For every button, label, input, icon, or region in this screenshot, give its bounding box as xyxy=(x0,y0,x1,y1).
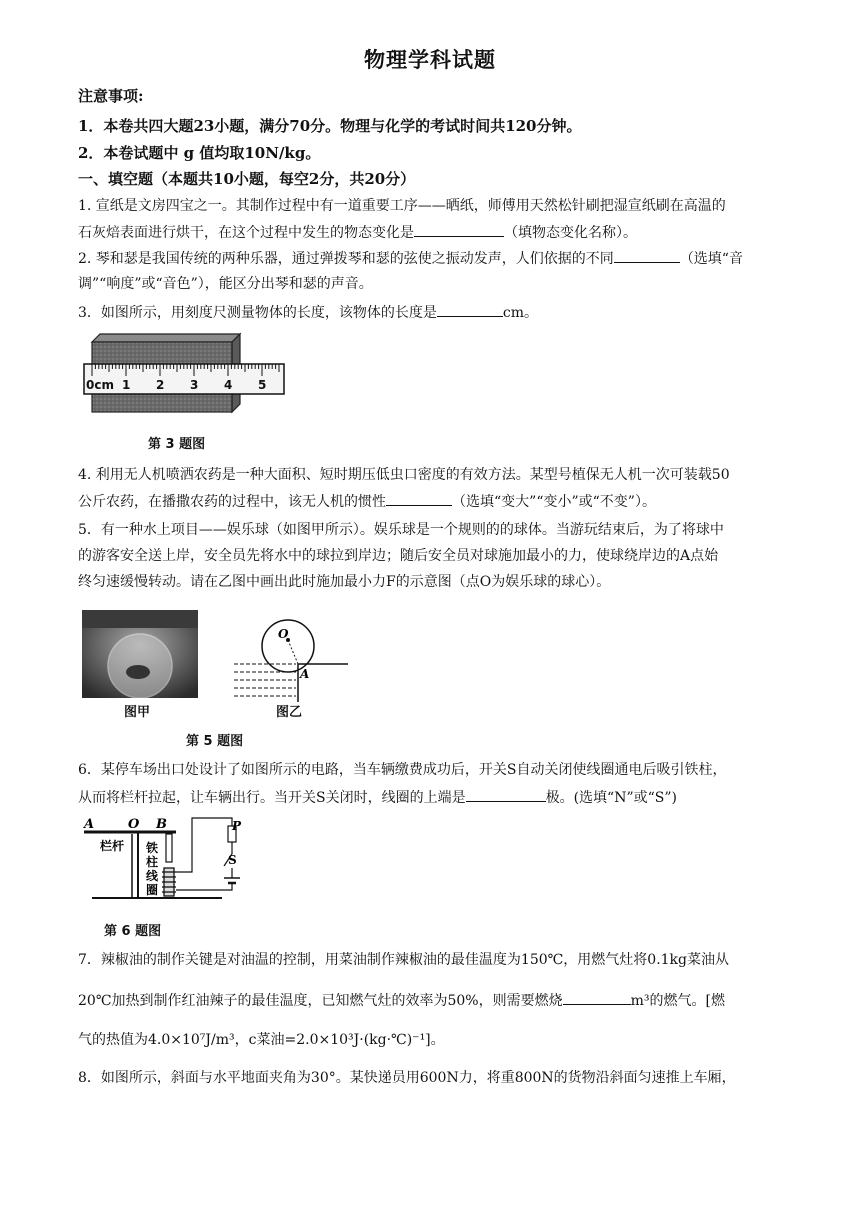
q4-line1: 4. 利用无人机喷洒农药是一种大面积、短时期压低虫口密度的有效方法。某型号植保无人机一次可装载50 xyxy=(78,467,730,483)
q3-answer-blank[interactable] xyxy=(437,302,503,317)
q2-line1 xyxy=(78,248,794,269)
block-top xyxy=(92,334,240,342)
q5-caption: 第 5 题图 xyxy=(186,734,244,749)
ruler-label: 4 xyxy=(224,378,233,392)
q6-circuit-figure xyxy=(82,814,252,914)
label-a: A xyxy=(84,817,95,832)
q5-line1: 5．有一种水上项目——娱乐球（如图甲所示）。娱乐球是一个规则的的球体。当游玩结束后，为了将球中 xyxy=(78,522,724,538)
water-lines xyxy=(234,664,296,696)
svg-text:柱: 柱 xyxy=(146,855,159,869)
q2-text: 2. 琴和瑟是我国传统的两种乐器，通过弹拨琴和瑟的弦使之振动发声，人们依据的不同 xyxy=(78,251,614,267)
q3-caption: 第 3 题图 xyxy=(148,437,206,452)
q5-photo-figure xyxy=(82,610,198,698)
q7-answer-blank[interactable] xyxy=(563,990,631,1005)
point-a-label: A xyxy=(300,667,310,681)
q6-line1: 6．某停车场出口处设计了如图所示的电路，当车辆缴费成功后，开关S自动关闭使线圈通电后吸引铁柱， xyxy=(78,762,727,778)
q6-hint: 极。(选填“N”或“S”) xyxy=(545,790,677,806)
label-bar: 栏杆 xyxy=(100,839,125,853)
q6-answer-blank[interactable] xyxy=(466,787,546,802)
label-b: B xyxy=(156,817,167,832)
q7-line2 xyxy=(78,990,794,1011)
ruler-label: 0cm xyxy=(86,378,114,392)
q4-answer-blank[interactable] xyxy=(386,491,452,506)
svg-text:S: S xyxy=(228,853,237,867)
q5-diagram-figure xyxy=(228,610,350,702)
page-title: 物理学科试题 xyxy=(364,47,496,72)
label-o: O xyxy=(128,817,140,832)
q3-ruler-figure xyxy=(80,330,290,420)
q1-line2 xyxy=(78,222,794,243)
q4-text: 公斤农药，在播撒农药的过程中，该无人机的惯性 xyxy=(78,494,386,510)
q7-line3: 气的热值为4.0×10⁷J/m³，c菜油=2.0×10³J·(kg·℃)⁻¹]。 xyxy=(78,1032,445,1048)
notice-item-2: 2．本卷试题中 g 值均取10N/kg。 xyxy=(78,144,321,162)
q5-line3: 终匀速缓慢转动。请在乙图中画出此时施加最小力F的示意图（点O为娱乐球的球心）。 xyxy=(78,574,611,590)
q2-hint: （选填“音 xyxy=(679,251,743,267)
q3-unit: cm。 xyxy=(502,305,539,321)
q4-line2 xyxy=(78,491,794,512)
ruler-label: 1 xyxy=(122,378,131,392)
q7-line1: 7．辣椒油的制作关键是对油温的控制，用菜油制作辣椒油的最佳温度为150℃，用燃气灶将0.1kg菜油从 xyxy=(78,952,729,968)
q5-fig-b-label: 图乙 xyxy=(276,705,303,720)
q2-answer-blank[interactable] xyxy=(614,248,680,263)
q6-line2 xyxy=(78,787,794,808)
section-heading: 一、填空题（本题共10小题，每空2分，共20分） xyxy=(78,170,416,188)
ruler-label: 3 xyxy=(190,378,199,392)
q1-answer-blank[interactable] xyxy=(414,222,504,237)
q1-line1: 1. 宣纸是文房四宝之一。其制作过程中有一道重要工序——晒纸，师傅用天然松针刷把湿宣纸刷在高温的 xyxy=(78,198,726,214)
q3-text: 3．如图所示，用刻度尺测量物体的长度，该物体的长度是 xyxy=(78,305,437,321)
svg-text:P: P xyxy=(232,819,242,833)
ruler-label: 2 xyxy=(156,378,165,392)
svg-text:线: 线 xyxy=(146,869,159,883)
q1-text: 石灰焙表面进行烘干，在这个过程中发生的物态变化是 xyxy=(78,225,414,241)
q6-caption: 第 6 题图 xyxy=(104,924,162,939)
svg-text:铁: 铁 xyxy=(146,841,159,855)
q4-hint: （选填“变大”“变小”或“不变”）。 xyxy=(452,494,656,510)
q7-text: 20℃加热到制作红油辣子的最佳温度，已知燃气灶的效率为50%，则需要燃烧 xyxy=(78,993,563,1009)
notice-item-1: 1．本卷共四大题23小题，满分70分。物理与化学的考试时间共120分钟。 xyxy=(78,117,582,135)
q1-hint: （填物态变化名称）。 xyxy=(504,225,637,241)
q8-line1: 8．如图所示，斜面与水平地面夹角为30°。某快递员用600N力，将重800N的货物沿斜面匀速推上车厢， xyxy=(78,1070,736,1086)
q3-line1 xyxy=(78,302,794,323)
iron-rod xyxy=(166,834,172,862)
q5-line2: 的游客安全送上岸，安全员先将水中的球拉到岸边；随后安全员对球施加最小的力，使球绕岸边的A点始 xyxy=(78,548,719,564)
q6-text: 从而将栏杆拉起，让车辆出行。当开关S关闭时，线圈的上端是 xyxy=(78,790,466,806)
q5-fig-a-label: 图甲 xyxy=(124,705,151,720)
notice-heading: 注意事项: xyxy=(78,87,144,105)
svg-text:圈: 圈 xyxy=(146,883,159,897)
point-o-label: O xyxy=(278,627,289,641)
q7-unit: m³的燃气。[燃 xyxy=(630,993,725,1009)
ruler-label: 5 xyxy=(258,378,267,392)
q2-line2: 调”“响度”或“音色”），能区分出琴和瑟的声音。 xyxy=(78,276,373,292)
coil xyxy=(162,868,176,896)
